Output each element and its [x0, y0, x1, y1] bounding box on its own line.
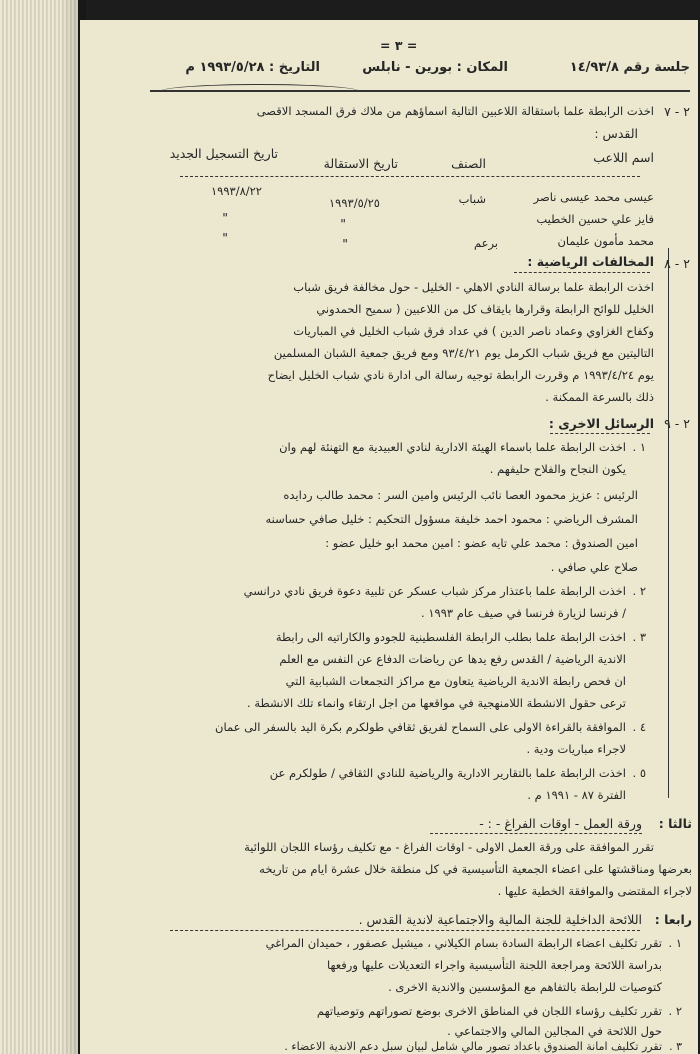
section-3-line: لاجراء المقتضى والموافقة الخطية عليها .	[497, 884, 692, 898]
item-3-line: الاندية الرياضية / القدس رفع يدها عن رياضات الدفاع عن النفس مع العلم	[279, 652, 626, 666]
section-3-line: تقرر الموافقة على ورقة العمل الاولى - اوقات الفراغ - مع تكليف رؤساء اللجان اللوائية	[244, 840, 654, 854]
officer-line: الرئيس : عزيز محمود العصا نائب الرئيس وامين السر : محمد طالب ردايده	[283, 488, 638, 502]
section-8-title-underline	[514, 272, 650, 273]
section-8-line: الخليل للوائح الرابطة وقرارها بايقاف كل من اللاعبين ( سميح الحمدوني	[316, 302, 654, 316]
meeting-date: التاريخ : ١٩٩٣/٥/٢٨ م	[185, 60, 320, 75]
table-header-underline	[180, 176, 640, 177]
margin-rule	[668, 248, 669, 798]
section-7-number: ٢ - ٧	[664, 104, 690, 119]
section-4-label: رابعا :	[654, 912, 692, 927]
item-1-line: اخذت الرابطة علما باسماء الهيئة الادارية لنادي العبيدية مع التهنئة لهم وان	[279, 440, 626, 454]
item-4-line: لاجراء مباريات ودية .	[526, 742, 626, 756]
row3-category: برعم	[473, 236, 498, 250]
document-page	[80, 20, 698, 1054]
section-9-title: الرسائل الاخرى :	[548, 416, 654, 431]
col-resign-date: تاريخ الاستقالة	[323, 156, 398, 171]
item-5-line: الفترة ٨٧ - ١٩٩١ م .	[527, 788, 626, 802]
item-3-line: اخذت الرابطة علما بطلب الرابطة الفلسطينية للجودو والكاراتيه الى رابطة	[275, 630, 626, 644]
item-5-line: اخذت الرابطة علما بالتقارير الادارية والرياضية للنادي الثقافي / طولكرم عن	[269, 766, 626, 780]
section-8-title: المخالفات الرياضية :	[527, 254, 654, 269]
section-3-title: ورقة العمل - اوقات الفراغ - : -	[479, 816, 642, 831]
section-8-number: ٢ - ٨	[664, 256, 690, 271]
meeting-place: المكان : بورين - نابلس	[362, 60, 508, 75]
item-number: ٣ .	[632, 630, 646, 644]
row1-name: عيسى محمد عيسى ناصر	[533, 190, 654, 204]
item-number: ٣ .	[669, 1040, 682, 1053]
session-number: جلسة رقم ١٤/٩٣/٨	[569, 60, 690, 75]
section-3-label: ثالثا :	[658, 816, 692, 831]
row1-register-date: ١٩٩٣/٨/٢٢	[211, 184, 262, 198]
section-4-item2-line: تقرر تكليف رؤساء اللجان في المناطق الاخرى بوضع تصوراتهم وتوصياتهم	[316, 1004, 662, 1018]
ditto-mark: "	[222, 230, 228, 245]
item-number: ١ .	[668, 936, 682, 950]
item-1-line: يكون النجاح والفلاح حليفهم .	[489, 462, 626, 476]
row1-resign-date: ١٩٩٣/٥/٢٥	[329, 196, 380, 210]
section-4-item1-line: تقرر تكليف اعضاء الرابطة السادة بسام الكيلاني ، ميشيل عصفور ، حميدان المراغي	[265, 936, 662, 950]
item-2-line: / فرنسا لزيارة فرنسا في صيف عام ١٩٩٣ .	[421, 606, 626, 620]
item-3-line: ان فحص رابطة الاندية الرياضية يتعاون مع مراكز التجمعات الشبابية التي	[285, 674, 626, 688]
officer-line: المشرف الرياضي : محمود احمد خليفة مسؤول التحكيم : خليل صافي حساسنه	[265, 512, 638, 526]
ditto-mark: "	[340, 216, 346, 231]
ditto-mark: "	[222, 210, 228, 225]
section-8-line: وكفاح الغزاوي وعماد ناصر الدين ) في عداد فرق شباب الخليل في المباريات	[293, 324, 654, 338]
item-number: ٢ .	[632, 584, 646, 598]
section-4-item1-line: كتوصيات للرابطة بالتفاهم مع المؤسسين والاندية الاخرى .	[388, 980, 662, 994]
ditto-mark: "	[342, 236, 348, 251]
section-9-number: ٢ - ٩	[664, 416, 690, 431]
header-swash	[160, 84, 360, 99]
col-category: الصنف	[451, 156, 486, 171]
section-9-title-underline	[550, 433, 650, 434]
item-4-line: الموافقة بالقراءة الاولى على السماح لفريق ثقافي طولكرم بكرة اليد بالسفر الى عمان	[215, 720, 626, 734]
section-4-title-underline	[170, 930, 640, 931]
section-8-line: التاليتين مع فريق شباب الكرمل يوم ٩٣/٤/٢١ ومع فريق جمعية الشبان المسلمين	[273, 346, 654, 360]
item-number: ٥ .	[632, 766, 646, 780]
item-3-line: ترعى حقول الانشطة اللامنهجية في مواقعها من اجل ارتقاء وانماء تلك الانشطة .	[247, 696, 626, 710]
item-2-line: اخذت الرابطة علما باعتذار مركز شباب عسكر عن تلبية دعوة فريق نادي درانسي	[243, 584, 626, 598]
item-number: ١ .	[632, 440, 646, 454]
section-3-title-underline	[430, 833, 642, 834]
section-4-item1-line: بدراسة اللائحة ومراجعة اللجنة التأسيسية واجراء التعديلات عليها ورفعها	[326, 958, 662, 972]
section-7-line1: اخذت الرابطة علما باستقالة اللاعبين التالية اسماؤهم من ملاك فرق المسجد الاقصى	[256, 104, 654, 118]
item-number: ٢ .	[668, 1004, 682, 1018]
col-player-name: اسم اللاعب	[593, 150, 654, 165]
section-8-line: اخذت الرابطة علما برسالة النادي الاهلي - الخليل - حول مخالفة فريق شباب	[293, 280, 654, 294]
col-new-register: تاريخ التسجيل الجديد	[169, 146, 278, 161]
section-4-item2-line: حول اللائحة في المجالين المالي والاجتماعي .	[447, 1024, 662, 1038]
section-4-item3-line: تقرر تكليف امانة الصندوق باعداد تصور مالي شامل لبيان سبل دعم الاندية الاعضاء .	[284, 1040, 662, 1053]
section-3-line: بعرضها ومناقشتها على اعضاء الجمعية التأسيسية في كل منطقة خلال عشرة ايام من تاريخه	[259, 862, 692, 876]
section-8-line: ذلك بالسرعة الممكنة .	[545, 390, 654, 404]
row2-name: فايز علي حسين الخطيب	[536, 212, 654, 226]
officer-line: امين الصندوق : محمد علي تايه عضو : امين محمد ابو خليل عضو :	[325, 536, 638, 550]
section-7-line2: القدس :	[594, 126, 638, 141]
section-4-title: اللائحة الداخلية للجنة المالية والاجتماعية لاندية القدس .	[358, 912, 642, 927]
section-8-line: يوم ١٩٩٣/٤/٢٤ م وقررت الرابطة توجيه رسالة الى ادارة نادي شباب الخليل ايضاح	[267, 368, 654, 382]
item-number: ٤ .	[632, 720, 646, 734]
row3-name: محمد مأمون عليمان	[557, 234, 654, 248]
officer-line: صلاح علي صافي .	[550, 560, 638, 574]
page-number: = ٣ =	[380, 38, 418, 53]
row1-category: شباب	[458, 192, 486, 206]
